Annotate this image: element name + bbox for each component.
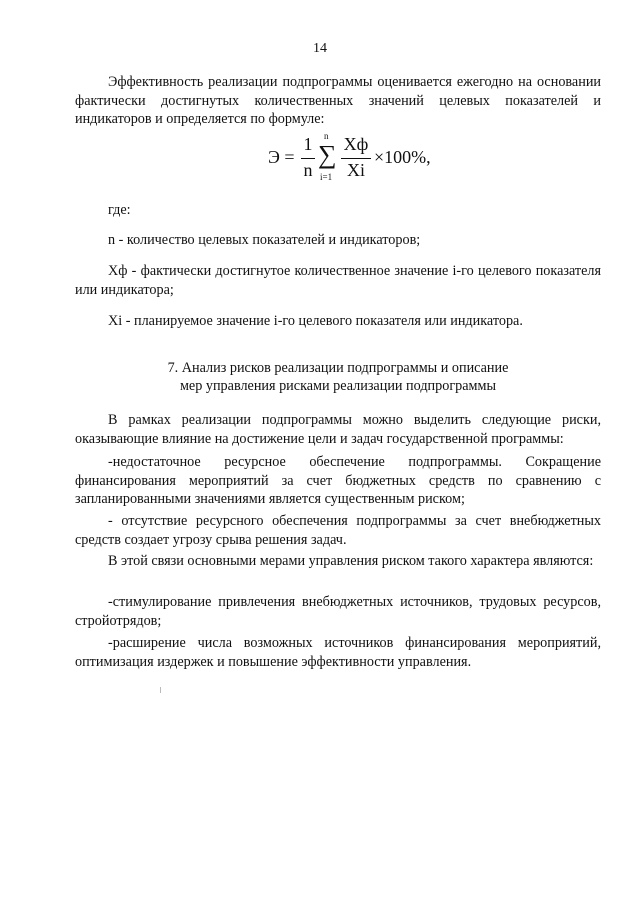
where-label: где:	[108, 202, 131, 218]
efficiency-formula	[268, 131, 448, 188]
formula-ratio-numerator: Xф	[343, 134, 369, 154]
measure-item-2: -расширение числа возможных источников финансирования мероприятий, оптимизация издержек и повышение эффективности управления.	[75, 635, 601, 670]
formula-ratio-denominator: Xi	[347, 160, 365, 180]
formula-coef-numerator: 1	[303, 134, 313, 154]
sum-upper-limit: n	[324, 131, 329, 141]
section-heading-line-2: мер управления рисками реализации подпрограммы	[179, 378, 497, 394]
sum-symbol: ∑	[318, 140, 337, 169]
scan-mark	[160, 687, 161, 693]
page-number: 14	[313, 41, 327, 56]
formula-coef-bar	[301, 158, 315, 159]
formula-lhs: Э =	[268, 147, 295, 167]
risks-intro-paragraph: В рамках реализации подпрограммы можно выделить следующие риски, оказывающие влияние на достижение цели и задач государственной программы:	[75, 412, 601, 447]
formula-ratio-bar	[341, 158, 371, 159]
risk-item-1: -недостаточное ресурсное обеспечение подпрограммы. Сокращение финансирования мероприятий за счет бюджетных средств по сравнению с запланированными значениями является существенным риском;	[75, 454, 601, 507]
definition-xf: Хф - фактически достигнутое количественное значение i-го целевого показателя или индикатора;	[75, 263, 601, 298]
intro-paragraph: Эффективность реализации подпрограммы оценивается ежегодно на основании фактически достигнутых количественных значений целевых показателей и индикаторов и определяется по формуле:	[75, 74, 601, 127]
sum-lower-limit: i=1	[320, 172, 333, 182]
formula-coef-denominator: n	[303, 160, 313, 180]
definition-n: n - количество целевых показателей и индикаторов;	[108, 232, 421, 248]
risk-item-2: - отсутствие ресурсного обеспечения подпрограммы за счет внебюджетных средств создает угрозу срыва решения задач.	[75, 513, 601, 548]
section-heading-line-1: 7. Анализ рисков реализации подпрограммы и описание	[167, 360, 509, 376]
definition-xi: Xi - планируемое значение i-го целевого показателя или индикатора.	[108, 313, 523, 329]
measure-item-1: -стимулирование привлечения внебюджетных источников, трудовых ресурсов, стройотрядов;	[75, 594, 601, 629]
measures-intro-paragraph: В этой связи основными мерами управления риском такого характера являются:	[108, 553, 594, 569]
formula-rhs: ×100%,	[374, 147, 431, 167]
